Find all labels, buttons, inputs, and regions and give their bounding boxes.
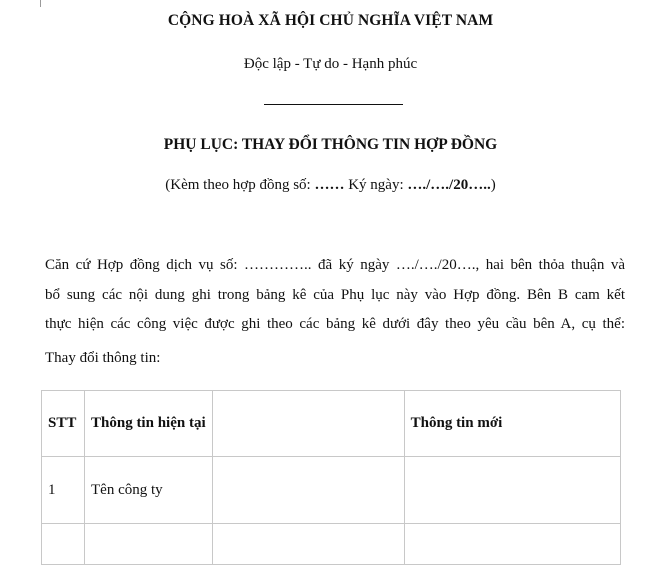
paragraph-line-3: thực hiện các công việc được ghi theo các bảng kê dưới đây theo yêu cầu bên A, cụ thể: — [45, 316, 625, 332]
document-title: PHỤ LỤC: THAY ĐỔI THÔNG TIN HỢP ĐỒNG — [163, 136, 498, 153]
attachment-line — [0, 177, 661, 194]
change-table-container — [41, 390, 621, 565]
change-info-table — [41, 390, 621, 565]
page-corner-mark — [40, 0, 41, 7]
attachment-suffix: ) — [490, 177, 496, 193]
table-cell-spacer — [212, 457, 404, 524]
table-cell-stt: 1 — [42, 457, 85, 524]
header-current-info: Thông tin hiện tại — [85, 391, 213, 457]
paragraph-line-2: bổ sung các nội dung ghi trong bảng kê của Phụ lục này vào Hợp đồng. Bên B cam kết — [45, 286, 625, 303]
table-cell-empty — [42, 524, 85, 565]
heading-underline — [264, 104, 403, 105]
attachment-date-label: Ký ngày: — [344, 177, 408, 193]
header-stt: STT — [42, 391, 85, 457]
attachment-date-value: …./…./20….. — [407, 177, 491, 193]
table-row — [42, 457, 621, 524]
paragraph-line-1: Căn cứ Hợp đồng dịch vụ số: ………….. đã ký ngày …./…./20…., hai bên thỏa thuận và — [45, 257, 625, 273]
table-cell-current: Tên công ty — [85, 457, 213, 524]
table-cell-empty — [404, 524, 620, 565]
table-cell-new — [404, 457, 620, 524]
change-info-label: Thay đổi thông tin: — [45, 350, 161, 366]
table-cell-empty — [212, 524, 404, 565]
attachment-contract-no: …… — [314, 177, 345, 193]
attachment-prefix: (Kèm theo hợp đồng số: — [165, 177, 315, 193]
body-paragraph — [45, 251, 625, 340]
header-new-info: Thông tin mới — [404, 391, 620, 457]
table-header-row — [42, 391, 621, 457]
header-spacer — [212, 391, 404, 457]
table-row — [42, 524, 621, 565]
table-cell-empty — [85, 524, 213, 565]
national-heading: CỘNG HOÀ XÃ HỘI CHỦ NGHĨA VIỆT NAM — [167, 12, 494, 29]
national-motto: Độc lập - Tự do - Hạnh phúc — [243, 56, 418, 72]
